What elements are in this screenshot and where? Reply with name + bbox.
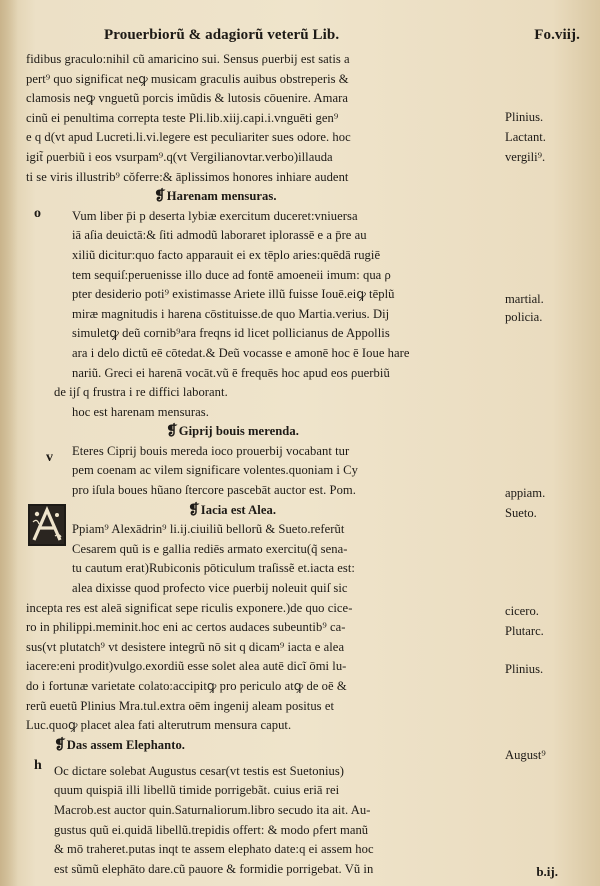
decorated-initial-a xyxy=(28,504,66,546)
text-line: tem sequiſ:peruenisse illo duce ad fontē amoeneii imum: qua ρ xyxy=(72,267,391,282)
section-heading xyxy=(26,736,504,762)
text-line: simuletꝙ deũ cornib⁹ara freqns id licet pollicianus de Appollis xyxy=(72,326,390,341)
pilcrow-icon: ❡ xyxy=(54,737,66,753)
section-heading xyxy=(26,501,504,521)
text-line: rerũ euetũ Plinius Mra.tul.extra oēm ingenij aleam positus et xyxy=(26,698,335,713)
text-line: quum quispiā illi libellũ timide porrigebãt. cuius eriā rei xyxy=(54,783,340,798)
text-line: Luc.quoꝙ placet alea fati alterutrum mensura caput. xyxy=(26,718,292,733)
text-line: fidibus graculo:nihil cũ amaricino sui. Sensus ρuerbij est satis a xyxy=(26,52,350,66)
text-line: igit̃ ρuerbiũ i eos vsurpam⁹.q(vt Vergilianovtar.verbo)illauda xyxy=(26,149,333,164)
margin-note-plinius: Plinius. xyxy=(505,110,544,124)
margin-note-appiam: appiam. xyxy=(505,486,546,500)
signature-mark: b.ij. xyxy=(536,864,558,879)
heading-text: Das assem Elephanto. xyxy=(66,737,185,752)
text-line: xiliũ dicitur:quo facto apparauit ei ex tēplo aries:quēdā rugiē xyxy=(72,247,381,262)
text-line: tu cautum erat)Rubiconis pōticulum traſissẽ et.iacta est: xyxy=(72,561,355,576)
text-line: Macrob.est auctor quin.Saturnaliorum.libro secudo ita ait. Au- xyxy=(54,802,371,817)
text-line: do i fortunæ varietate colato:accipitꝙ pro periculo atꝙ de oē & xyxy=(26,679,347,693)
heading-text: Harenam mensuras. xyxy=(166,189,277,204)
margin-note-cicero: cicero. xyxy=(505,604,539,618)
heading-text: Iacia est Alea. xyxy=(200,502,277,517)
text-line: nariũ. Greci ei harenā vocāt.vũ ē frequēs hoc apud eos ρuerbiũ xyxy=(72,365,390,380)
heading-text: Giprij bouis merenda. xyxy=(178,424,299,439)
page-gutter-shadow xyxy=(0,0,18,886)
text-line: iacere:eni prodit)vulgo.exordiũ esse solet alea autē dicĩ ōmi lu- xyxy=(26,659,347,674)
text-line: incepta res est aleā significat sepe riculis exponere.)de quo cice- xyxy=(26,600,353,615)
running-title: Prouerbiorũ & adagiorũ veterũ Lib. xyxy=(104,27,340,43)
margin-note-plutarc: Plutarc. xyxy=(505,624,544,638)
text-line: Cesarem quũ is e gallia rediēs armato exercitu(q̃ sena- xyxy=(72,541,348,556)
text-line: cinũ ei penultima correpta teste Pli.lib.xiij.capi.i.vnguēti gen⁹ xyxy=(26,110,339,125)
text-line: Oc dictare solebat Augustus cesar(vt testis est Suetonius) xyxy=(54,763,345,778)
text-line: pem coenam ac vilem significare volentes.quoniam i Cy xyxy=(72,463,358,478)
text-line: pro iſula boues hũano ſtercore pascebāt auctor est. Pom. xyxy=(72,483,356,498)
section-heading xyxy=(26,187,504,207)
text-line: iā aſia deuictā:& ſiti admodũ laboraret iplorassē e a p̄re au xyxy=(72,228,367,243)
text-line: alea dixisse quod profecto vice ρuerbij noleuit quiſ sic xyxy=(72,581,348,596)
text-line: Vum liber p̄i p deserta lybiæ exercitum duceret:vniuersa xyxy=(72,208,358,223)
margin-note-sueto: Sueto. xyxy=(505,506,537,520)
pilcrow-icon: ❡ xyxy=(188,502,200,518)
text-line: ara i delo dictũ eē cōtedat.& Deũ vocasse e amonē hoc ē Ioue hare xyxy=(72,345,410,360)
text-line: e q d(vt apud Lucreti.li.vi.legere est peculiariter sues odore. hoc xyxy=(26,130,351,145)
text-line: miræ magnitudis i harena cōstituisse.de quo Martia.verius. Dij xyxy=(72,306,390,321)
text-line: ro in philippi.meminit.hoc eni ac certos audaces subeuntib⁹ ca- xyxy=(26,620,346,635)
pilcrow-icon: ❡ xyxy=(166,424,178,440)
text-line: pert⁹ quo significat neꝙ musicam graculis auibus obstreperis & xyxy=(26,71,349,86)
margin-note-lactant: Lactant. xyxy=(505,130,546,144)
margin-note-plinius-2: Plinius. xyxy=(505,662,544,676)
text-line: est sũmũ elephāto dare.cũ pauore & formidie porrigebat. Vũ in xyxy=(54,861,374,876)
side-letter-o: o xyxy=(34,206,41,221)
text-line: Eteres Ciprij bouis mereda ioco prouerbij vocabant tur xyxy=(72,443,350,458)
text-line: ti se viris illustrib⁹ cŏferre:& āplissimos honores inhiare audent xyxy=(26,169,349,184)
folio-number: Fo.viij. xyxy=(534,27,580,43)
margin-note-august: August⁹ xyxy=(505,748,546,762)
side-letter-h: h xyxy=(34,758,42,773)
margin-note-martial: martial. xyxy=(505,292,544,306)
text-line: Ppiam⁹ Alexādrin⁹ li.ij.ciuiliũ bellorũ & Sueto.referũt xyxy=(72,522,345,537)
text-line: pter desiderio poti⁹ existimasse Ariete illũ fuisse Iouē.eiꝙ tēplũ xyxy=(72,287,395,302)
side-letter-v: v xyxy=(46,450,53,465)
text-line: hoc est harenam mensuras. xyxy=(72,404,209,419)
main-text-column xyxy=(26,50,504,879)
text-line: sus(vt plutatch⁹ vt desistere integrũ nō sit q dicam⁹ iacta e alea xyxy=(26,639,345,654)
page-header xyxy=(104,27,580,51)
section-heading xyxy=(26,422,504,442)
text-line: clamosis neꝙ vnguetũ porcis imũdis & lutosis cōuenire. Amara xyxy=(26,91,348,106)
margin-note-policia: policia. xyxy=(505,310,543,324)
pilcrow-icon: ❡ xyxy=(154,189,166,205)
text-line: de ijſ q frustra i re diffici laborant. xyxy=(54,385,228,400)
text-line: gustus quũ ei.quidā libellũ.trepidis offert: & modo ρfert manũ xyxy=(54,822,369,837)
margin-note-vergili: vergili⁹. xyxy=(505,150,546,164)
ornament-icon xyxy=(30,506,64,544)
text-line: & mō traheret.putas inqt te assem elephato date:q ei assem hoc xyxy=(54,842,374,857)
